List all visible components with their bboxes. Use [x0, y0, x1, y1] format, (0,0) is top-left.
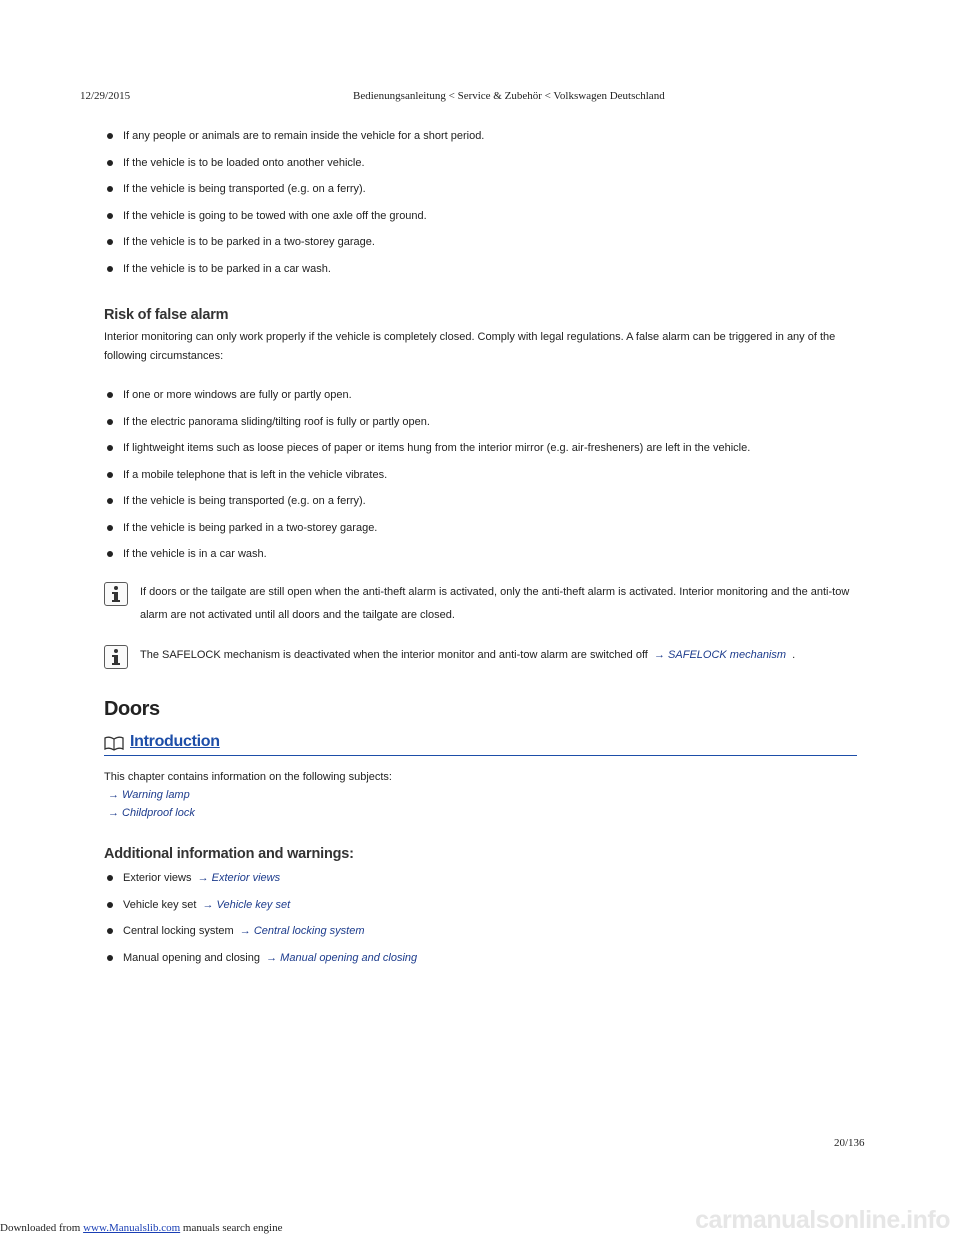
- bullet-icon: [107, 928, 113, 934]
- bullet-icon: [107, 445, 113, 451]
- introduction-header: [104, 733, 857, 756]
- link-childproof-lock[interactable]: → Childproof lock: [108, 807, 195, 819]
- bullet-icon: [107, 525, 113, 531]
- link-exterior-views[interactable]: → Exterior views: [197, 872, 281, 884]
- bullet-icon: [107, 160, 113, 166]
- book-icon: [104, 736, 124, 751]
- list-item: If the vehicle is being transported (e.g. on a ferry).: [104, 182, 858, 209]
- link-safelock-mechanism[interactable]: → SAFELOCK mechanism: [654, 649, 787, 661]
- list-item: Manual opening and closing → Manual opening and closing: [104, 951, 858, 978]
- false-alarm-paragraph: Interior monitoring can only work properly if the vehicle is completely closed. Comply with legal regulations. A false alarm can be triggered in any of the following circumstances:: [104, 331, 836, 362]
- bullet-icon: [107, 955, 113, 961]
- link-warning-lamp[interactable]: → Warning lamp: [108, 789, 190, 801]
- manualslib-link[interactable]: www.Manualslib.com: [83, 1222, 181, 1234]
- watermark-logo: carmanualsonline.info: [695, 1206, 950, 1234]
- list-item: Exterior views → Exterior views: [104, 871, 858, 898]
- list-item: If any people or animals are to remain inside the vehicle for a short period.: [104, 129, 858, 156]
- bullet-icon: [107, 186, 113, 192]
- bullet-icon: [107, 551, 113, 557]
- bullet-icon: [107, 472, 113, 478]
- list-item: If the vehicle is going to be towed with one axle off the ground.: [104, 209, 858, 236]
- list-item: If the vehicle is to be loaded onto another vehicle.: [104, 156, 858, 183]
- list-item: If a mobile telephone that is left in the vehicle vibrates.: [104, 468, 858, 495]
- list-false-alarm: [104, 388, 858, 574]
- additional-info-heading: Additional information and warnings:: [104, 846, 354, 862]
- link-manual-opening-closing[interactable]: → Manual opening and closing: [266, 951, 418, 964]
- list-item: If the vehicle is being parked in a two-storey garage.: [104, 521, 858, 548]
- note-safelock: The SAFELOCK mechanism is deactivated when the interior monitor and anti-tow alarm are switched off → SAFELOCK mechanism .: [104, 644, 856, 669]
- download-footer: Downloaded from www.Manualslib.com manuals search engine: [0, 1222, 283, 1234]
- bullet-icon: [107, 392, 113, 398]
- list-precautions: [104, 129, 858, 288]
- list-item: If the vehicle is to be parked in a two-storey garage.: [104, 235, 858, 262]
- list-item: Central locking system → Central locking system: [104, 924, 858, 951]
- list-item: If the electric panorama sliding/tilting roof is fully or partly open.: [104, 415, 858, 442]
- info-icon: [104, 582, 128, 606]
- bullet-icon: [107, 239, 113, 245]
- list-additional-info: [104, 871, 858, 977]
- bullet-icon: [107, 419, 113, 425]
- list-item: If the vehicle is in a car wash.: [104, 547, 858, 574]
- list-item: If lightweight items such as loose pieces of paper or items hung from the interior mirror (e.g. air-fresheners) are left in the vehicle.: [104, 441, 858, 468]
- doors-heading: Doors: [104, 698, 160, 720]
- intro-text: This chapter contains information on the following subjects:: [104, 771, 392, 783]
- introduction-title[interactable]: Introduction: [130, 733, 220, 750]
- bullet-icon: [107, 266, 113, 272]
- header-title: Bedienungsanleitung < Service & Zubehör < Volkswagen Deutschland: [353, 90, 665, 102]
- note-text: The SAFELOCK mechanism is deactivated when the interior monitor and anti-tow alarm are switched off: [140, 649, 648, 661]
- info-icon: [104, 645, 128, 669]
- list-item: If one or more windows are fully or partly open.: [104, 388, 858, 415]
- link-central-locking-system[interactable]: → Central locking system: [239, 925, 365, 937]
- bullet-icon: [107, 213, 113, 219]
- note-anti-theft: [104, 581, 856, 627]
- header-date: 12/29/2015: [80, 90, 131, 102]
- bullet-icon: [107, 133, 113, 139]
- bullet-icon: [107, 902, 113, 908]
- page-number: 20/136: [834, 1137, 865, 1149]
- list-item: If the vehicle is being transported (e.g. on a ferry).: [104, 494, 858, 521]
- note-text: If doors or the tailgate are still open when the anti-theft alarm is activated, only the anti-theft alarm is activated. Interior monitoring and the anti-tow alarm are not activated until all doors and the tailgate are closed.: [140, 586, 850, 621]
- list-item: If the vehicle is to be parked in a car wash.: [104, 262, 858, 289]
- false-alarm-heading: Risk of false alarm: [104, 307, 229, 323]
- bullet-icon: [107, 875, 113, 881]
- bullet-icon: [107, 498, 113, 504]
- link-vehicle-key-set[interactable]: → Vehicle key set: [202, 898, 291, 911]
- list-item: Vehicle key set → Vehicle key set: [104, 898, 858, 925]
